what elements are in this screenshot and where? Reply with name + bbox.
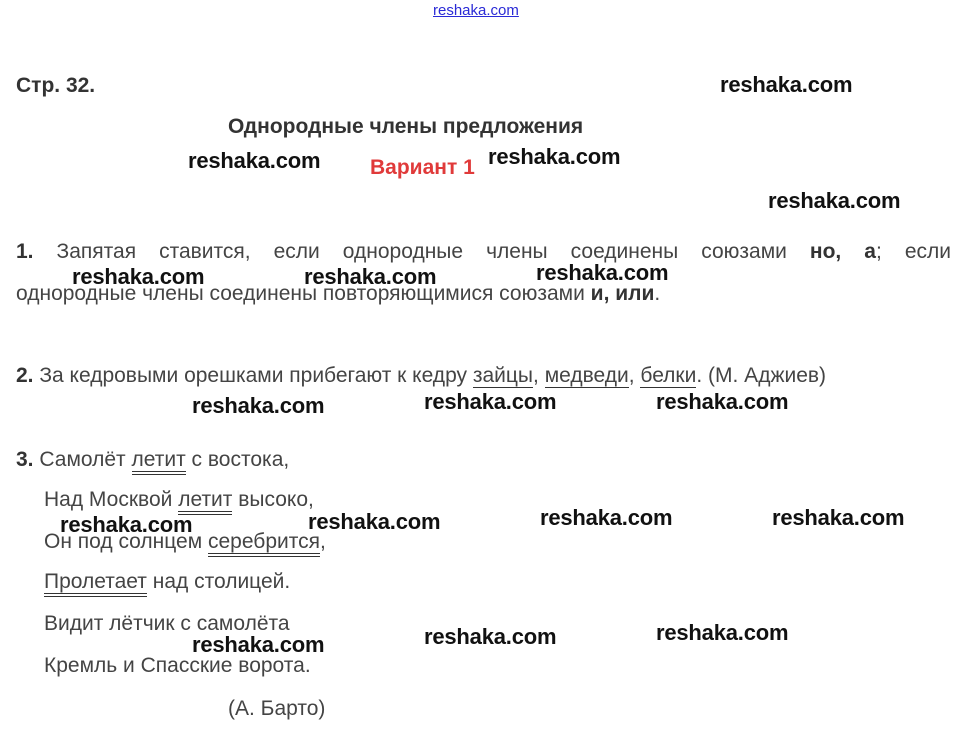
watermark: reshaka.com: [72, 264, 205, 289]
item1-conj-a: а: [864, 240, 876, 263]
item1-line1: [16, 240, 951, 264]
watermark: reshaka.com: [304, 264, 437, 289]
item1-conj-no: но,: [809, 240, 842, 263]
item3-l4-post: над столицей.: [152, 570, 291, 593]
variant-label: Вариант 1: [370, 156, 475, 179]
item1-line1-text: Запятая ставится, если однородные члены соединены союзами: [56, 240, 787, 263]
watermark: reshaka.com: [656, 389, 789, 414]
item3-number: 3.: [16, 448, 34, 471]
watermark: reshaka.com: [192, 393, 325, 418]
item3-author: (А. Барто): [228, 697, 326, 720]
item3-l1-pre: Самолёт: [39, 448, 126, 471]
item1-conj-i-ili: и, или: [590, 282, 655, 305]
item3-l3-post: ,: [320, 530, 326, 553]
watermark: reshaka.com: [536, 260, 669, 285]
item3-line2: [44, 488, 314, 512]
item2-text: За кедровыми орешками прибегают к кедру: [39, 364, 468, 387]
watermark: reshaka.com: [540, 505, 673, 530]
item1-line1-end: ; если: [875, 240, 951, 263]
item1-line2-text: однородные члены соединены повторяющимися союзами: [16, 282, 585, 305]
watermark: reshaka.com: [424, 624, 557, 649]
item2-author: . (М. Аджиев): [696, 364, 827, 387]
watermark: reshaka.com: [768, 188, 901, 213]
item2-word-belki: белки: [640, 364, 697, 387]
watermark: reshaka.com: [188, 148, 321, 173]
item3-l3-pre: Он под солнцем: [44, 530, 203, 553]
item2-word-zaitsy: зайцы: [472, 364, 534, 387]
watermark: reshaka.com: [720, 72, 853, 97]
item3-l2-verb: летит: [178, 488, 232, 515]
watermark: reshaka.com: [60, 512, 193, 537]
watermark: reshaka.com: [424, 389, 557, 414]
item3-line1: [16, 448, 289, 472]
item2-number: 2.: [16, 364, 34, 387]
watermark: reshaka.com: [772, 505, 905, 530]
item3-line4: [44, 570, 290, 594]
item3-l2-pre: Над Москвой: [44, 488, 173, 511]
item1-line2-end: .: [654, 282, 661, 305]
item2-word-medvedi: медведи: [544, 364, 629, 387]
watermark: reshaka.com: [192, 632, 325, 657]
item3-l1-verb: летит: [132, 448, 186, 475]
watermark: reshaka.com: [656, 620, 789, 645]
item3-line5: Видит лётчик с самолёта: [44, 612, 290, 635]
top-site-link[interactable]: reshaka.com: [433, 2, 519, 19]
page-number: Стр. 32.: [16, 74, 96, 97]
page-title: Однородные члены предложения: [228, 115, 584, 138]
item3-l1-post: с востока,: [191, 448, 290, 471]
item2-sentence: 2. За кедровыми орешками прибегают к кедру зайцы, медведи, белки. (М. Аджиев): [16, 364, 827, 387]
item3-l4-verb: Пролетает: [44, 570, 147, 597]
item1-number: 1.: [16, 240, 34, 263]
item3-l3-verb: серебрится: [208, 530, 320, 557]
watermark: reshaka.com: [488, 144, 621, 169]
item3-l2-post: высоко,: [238, 488, 314, 511]
watermark: reshaka.com: [308, 509, 441, 534]
item3-line6: Кремль и Спасские ворота.: [44, 654, 311, 677]
